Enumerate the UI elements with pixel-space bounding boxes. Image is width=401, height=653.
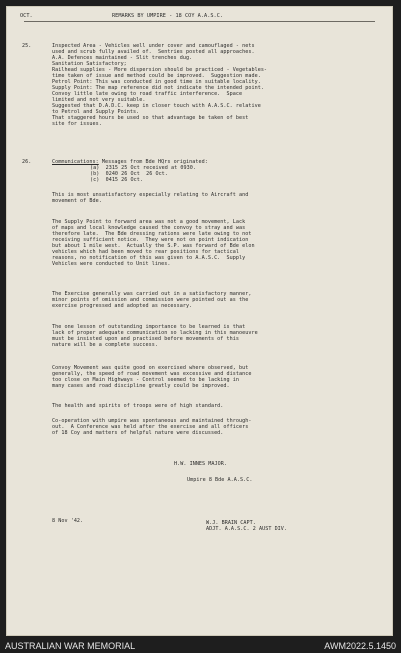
paragraph-line: The Exercise generally was carried out in a satisfactory manner, xyxy=(52,291,252,297)
paragraph-line: exercise progressed and adopted as necessary. xyxy=(52,303,193,309)
item-25-line: Petrol Point: This was conducted in good time in suitable locality. xyxy=(52,79,261,85)
header-month: OCT. xyxy=(20,13,33,19)
message-line: (c) 0415 26 Oct. xyxy=(90,177,143,183)
paragraph-line: Convoy Movement was quite good on exercised where observed, but xyxy=(52,365,249,371)
umpire-name: H.W. INNES MAJOR. xyxy=(174,461,227,467)
item-25-line: Railhead supplies - More dispersion should be practiced - Vegetables- xyxy=(52,67,268,73)
archive-footer xyxy=(0,639,401,653)
item-25-line: Supply Point: The map reference did not indicate the intended point. xyxy=(52,85,264,91)
closing-role: ADJT. A.A.S.C. 2 AUST DIV. xyxy=(206,526,288,532)
closing-name: W.J. BRAIN CAPT. xyxy=(206,520,256,526)
paragraph-line: lack of proper adequate communication so lacking in this manoeuvre xyxy=(52,330,258,336)
item-25-line: That staggered hours be used so that advantage be taken of best xyxy=(52,115,249,121)
messages-list xyxy=(90,165,196,183)
paragraph-line: receiving sufficient notice. They were not on point indication xyxy=(52,237,249,243)
item-25-line: time taken of issue and method could be improved. Suggestion made. xyxy=(52,73,261,79)
paragraph-6 xyxy=(52,403,223,409)
paragraph-2 xyxy=(52,219,255,267)
paragraph-7 xyxy=(52,418,251,436)
item-25-line: site for issues. xyxy=(52,121,102,127)
item-26-number: 26. xyxy=(22,159,32,165)
paragraph-line: minor points of omission and commission were pointed out as the xyxy=(52,297,249,303)
item-25-line: Suggested that D.A.D.C. keep in closer touch with A.A.S.C. relative xyxy=(52,103,261,109)
item-25-line: Inspected Area - Vehicles well under cover and camouflaged - nets xyxy=(52,43,255,49)
footer-reference: AWM2022.5.1450 xyxy=(324,641,396,651)
header-title: REMARKS BY UMPIRE - 18 COY A.A.S.C. xyxy=(112,13,224,19)
paragraph-line: nature will be a complete success. xyxy=(52,342,158,348)
item-25-number: 25. xyxy=(22,43,32,49)
paragraph-line: reasons, no notification of this was given to A.A.S.C. Supply xyxy=(52,255,246,261)
paragraph-1 xyxy=(52,192,248,204)
message-line: (b) 0240 26 Oct 26 Oct. xyxy=(90,171,168,177)
paragraph-line: The health and spirits of troops were of high standard. xyxy=(52,403,224,409)
paragraph-line: of maps and local knowledge caused the convoy to stray and was xyxy=(52,225,246,231)
footer-source: AUSTRALIAN WAR MEMORIAL xyxy=(5,641,136,651)
message-line: (a) 2315 25 Oct received at 0930. xyxy=(90,165,196,171)
paragraph-3 xyxy=(52,291,251,309)
paragraph-5 xyxy=(52,365,251,389)
paragraph-line: generally, the speed of road movement was excessive and distance xyxy=(52,371,252,377)
paragraph-line: too close on Main Highways - Control seemed to be lacking in xyxy=(52,377,240,383)
paragraph-line: vehicles which had been moved to rear positions for tactical xyxy=(52,249,240,255)
paragraph-line: out. A Conference was held after the exercise and all officers xyxy=(52,424,249,430)
paragraph-line: must be insisted upon and practised before movements of this xyxy=(52,336,240,342)
paragraph-line: therefore late. The Bde dressing rations were late owing to not xyxy=(52,231,252,237)
paragraph-line: The one lesson of outstanding importance to be learned is that xyxy=(52,324,246,330)
header-rule xyxy=(24,21,375,22)
umpire-role: Umpire 8 Bde A.A.S.C. xyxy=(187,477,253,483)
item-25-line: to Petrol and Supply Points. xyxy=(52,109,140,115)
paragraph-line: movement of Bde. xyxy=(52,198,102,204)
paragraph-line: Co-operation with umpire was spontaneous and maintained through- xyxy=(52,418,252,424)
communications-text: Messages from Bde HQrs originated: xyxy=(98,159,208,165)
paragraph-line: but about 1 mile west. Actually the S.P. was forward of Bde elon xyxy=(52,243,255,249)
closing-date: 8 Nov '42. xyxy=(52,518,84,524)
paragraph-line: This is most unsatisfactory especially relating to Aircraft and xyxy=(52,192,249,198)
paragraph-line: Vehicles were conducted to Unit lines. xyxy=(52,261,171,267)
item-25-line: Sanitation Satisfactory; xyxy=(52,61,127,67)
paragraph-4 xyxy=(52,324,258,348)
communications-label: Communications: xyxy=(52,159,99,165)
paragraph-line: The Supply Point to forward area was not a good movement, Lack xyxy=(52,219,246,225)
item-25-line: Convoy little late owing to road traffic interference. Space xyxy=(52,91,243,97)
item-25-line: limited and not very suitable. xyxy=(52,97,146,103)
paragraph-line: of 18 Coy and matters of helpful nature were discussed. xyxy=(52,430,224,436)
document-page xyxy=(6,6,393,636)
paragraph-line: many cases and road discipline greatly could be improved. xyxy=(52,383,230,389)
item-25-line: A.A. Defences maintained - Slit trenches dug. xyxy=(52,55,193,61)
item-25-body xyxy=(52,43,267,127)
item-25-line: used and scrub fully availed of. Sentries posted all approaches. xyxy=(52,49,255,55)
